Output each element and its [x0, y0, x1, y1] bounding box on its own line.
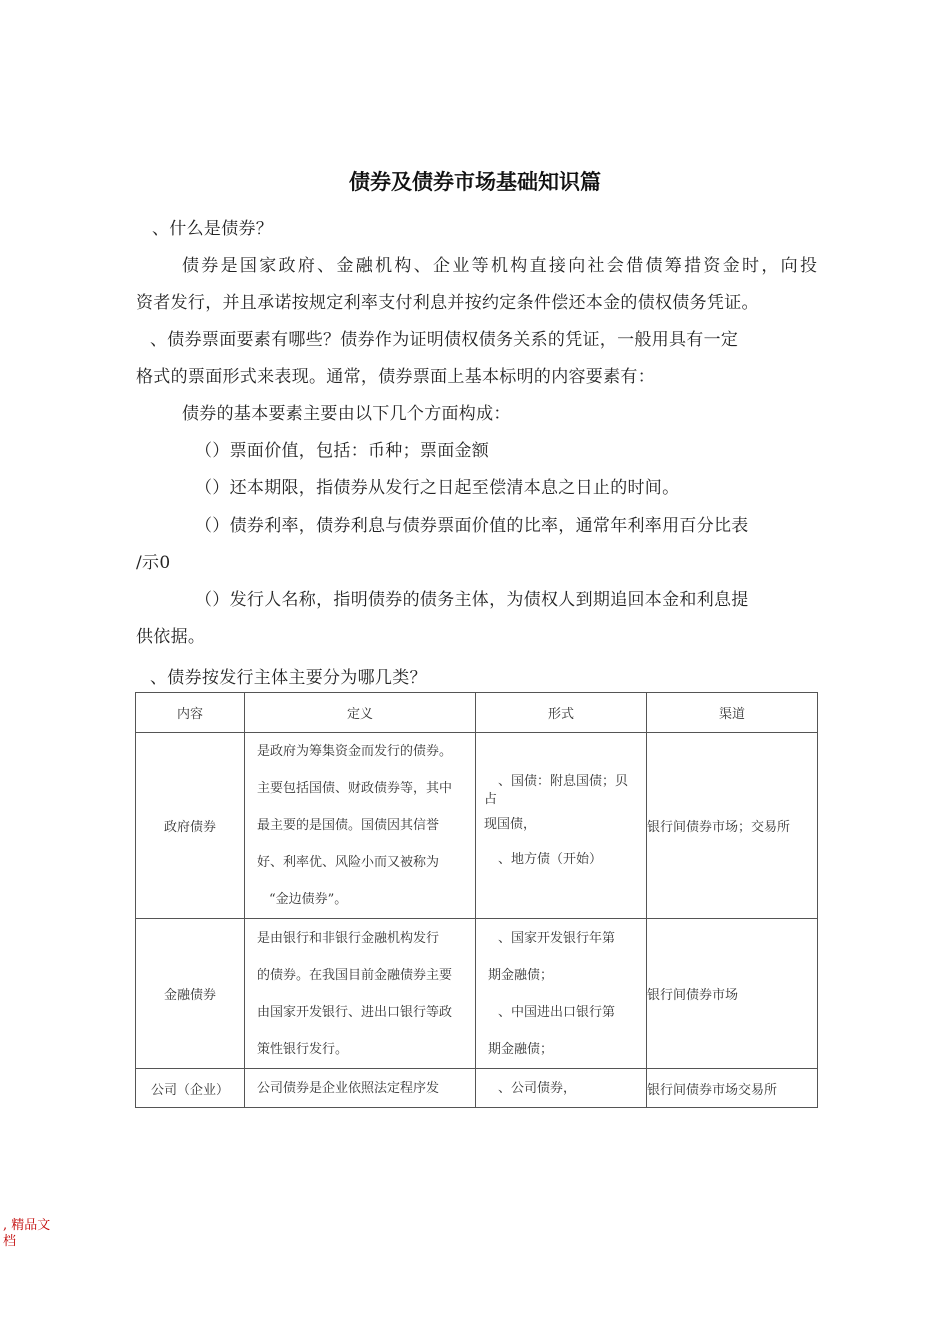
footer-line: 档	[3, 1234, 17, 1249]
paragraph-elements-line-1: 、债券票面要素有哪些？债券作为证明债权债务关系的凭证，一般用具有一定	[150, 330, 739, 350]
footer-line: , 精品文	[3, 1218, 51, 1233]
page-title: 债券及债券市场基础知识篇	[349, 170, 601, 194]
definition-line: 策性银行发行。	[257, 1041, 349, 1057]
cell-form	[476, 733, 647, 919]
list-item-interest-rate-cont: /示0	[136, 553, 171, 573]
cell-content: 政府债券	[136, 733, 245, 919]
header-channel: 渠道	[647, 693, 818, 733]
form-line: 、中国进出口银行第	[498, 1004, 616, 1020]
list-item-issuer: （）发行人名称，指明债券的债务主体，为债权人到期追回本金和利息提	[195, 590, 749, 610]
table-header-row	[136, 693, 818, 733]
question-what-is-bond: 、什么是债券？	[152, 219, 274, 239]
table-row	[136, 919, 818, 1069]
cell-definition	[245, 919, 476, 1069]
cell-channel: 银行间债券市场交易所	[647, 1069, 818, 1108]
definition-line: 的债券。在我国目前金融债券主要	[257, 967, 453, 983]
definition-line: 最主要的是国债。国债因其信誉	[257, 818, 440, 833]
list-item-issuer-cont: 供依据。	[136, 627, 206, 647]
form-line: 期金融债；	[488, 967, 554, 983]
cell-definition	[245, 1069, 476, 1108]
list-item-face-value: （）票面价值，包括：币种；票面金额	[195, 441, 490, 461]
cell-channel: 银行间债券市场；交易所	[647, 733, 818, 919]
form-line: 期金融债；	[488, 1041, 554, 1057]
cell-content: 金融债券	[136, 919, 245, 1069]
cell-form	[476, 919, 647, 1069]
definition-line: “金边债券”。	[269, 892, 348, 907]
cell-definition	[245, 733, 476, 919]
question-bond-types: 、债券按发行主体主要分为哪几类？	[150, 668, 427, 688]
definition-line: 是政府为筹集资金而发行的债券。	[257, 744, 453, 759]
form-line: 、国债：附息国债；贝	[498, 774, 629, 789]
list-item-maturity: （）还本期限，指债券从发行之日起至偿清本息之日止的时间。	[195, 478, 680, 498]
paragraph-elements-line-2: 格式的票面形式来表现。通常，债券票面上基本标明的内容要素有：	[136, 367, 655, 387]
form-line: 现国债，	[484, 817, 537, 832]
paragraph-definition-line-1: 债券是国家政府、金融机构、企业等机构直接向社会借债筹措资金时，向投	[182, 256, 820, 276]
table-row	[136, 733, 818, 919]
cell-channel: 银行间债券市场	[647, 919, 818, 1069]
paragraph-basic-elements: 债券的基本要素主要由以下几个方面构成：	[182, 404, 511, 424]
form-line: 、国家开发银行年第	[498, 930, 616, 946]
bond-types-table	[135, 692, 818, 1108]
footer-watermark	[3, 1218, 50, 1250]
definition-line: 是由银行和非银行金融机构发行	[257, 930, 440, 946]
header-form: 形式	[476, 693, 647, 733]
definition-line: 好、利率优、风险小而又被称为	[257, 855, 440, 870]
paragraph-definition-line-2: 资者发行，并且承诺按规定利率支付利息并按约定条件偿还本金的债权债务凭证。	[136, 293, 759, 313]
form-line: 、地方债（开始）	[498, 852, 603, 867]
definition-line: 主要包括国债、财政债券等，其中	[257, 781, 453, 796]
table-row	[136, 1069, 818, 1108]
list-item-interest-rate: （）债券利率，债券利息与债券票面价值的比率，通常年利率用百分比表	[195, 516, 749, 536]
header-content: 内容	[136, 693, 245, 733]
form-line: 占	[484, 792, 498, 807]
header-definition: 定义	[245, 693, 476, 733]
form-line: 、公司债券，	[498, 1080, 577, 1096]
definition-line: 公司债券是企业依照法定程序发	[257, 1080, 440, 1096]
cell-form	[476, 1069, 647, 1108]
cell-content: 公司（企业）	[136, 1069, 245, 1108]
definition-line: 由国家开发银行、进出口银行等政	[257, 1004, 453, 1020]
